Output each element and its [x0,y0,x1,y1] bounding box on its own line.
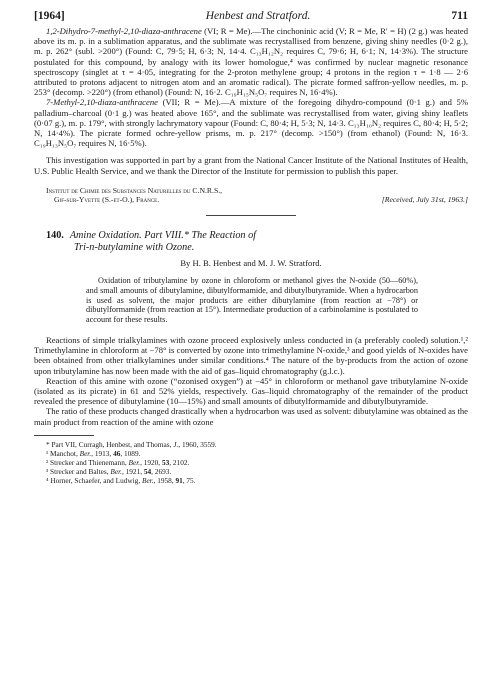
footnote: ⁴ Horner, Schaefer, and Ludwig, Ber., 1958, 91, 75. [46,475,196,485]
footnote-divider [34,435,94,436]
compound-name: 1,2-Dihydro-7-methyl-2,10-diaza-anthracene [46,26,202,36]
experimental-paragraph-2 [34,97,468,148]
footnote: * Part VII, Curragh, Henbest, and Thomas, J., 1960, 3559. [46,439,217,449]
title-line-2: Tri-n-butylamine with Ozone. [74,242,195,254]
institution-address [34,186,222,205]
abstract-block [86,276,418,325]
acknowledgement: This investigation was supported in part by a grant from the National Cancer Institute of the National Institutes of Health, U.S. Public Health Service, and we thank the Director of the Institute for permission to publish this paper. [34,155,468,176]
received-date: [Received, July 31st, 1963.] [381,195,468,205]
header-authors: Henbest and Stratford. [205,10,311,22]
experimental-paragraph-1 [34,26,468,97]
institution-line-2: Gif-sur-Yvette (S.-et-O.), France. [54,195,160,205]
title-line-1: Amine Oxidation. Part VIII.* The Reaction of [69,230,256,242]
header-year: [1964] [34,10,65,22]
header-page-number: 711 [451,10,468,22]
footnote: ³ Strecker and Baltes, Ber., 1921, 54, 2693. [46,466,172,476]
compound-name: 7-Methyl-2,10-diaza-anthracene [46,97,158,108]
footnotes [34,440,468,485]
footnote: ¹ Manchot, Ber., 1913, 46, 1089. [46,448,141,458]
article-number: 140. [46,230,64,242]
compound-description: (VI; R = Me).—The cinchoninic acid (V; R = Me, R′ = H) (2 g.) was heated above its m. p. in a sublimation apparatus, and the sublimate was recrystallised from benzene, giving shiny needles (0·2 g.), m. p. 262° (subl. >200°) (Found: C, 79·5; H, 6·3; N, 14·4. C₁₃H₁₂N₂ requires C, 79·6; H, 6·1; N, 14·3%). The structure postulated for this compound, by analogy with its lower homologue,⁴ was confirmed by nuclear magnetic resonance spectroscopy (singlet at τ = 4·05, integrating for the 2-proton methylene group; 4 protons in the region τ = 1·8 — 2·6 attributed to protons adjacent to nitrogen atom and an aromatic radical). The picrate formed saffron-yellow needles, m. p. 253° (decomp. >220°) (from ethanol) (Found: N, 16·2. C₁₉H₁₅N₅O₇ requires N, 16·4%). [34,26,468,98]
article-title [34,230,468,254]
article-byline: By H. B. Henbest and M. J. W. Stratford. [180,258,322,269]
body-paragraph-1: Reactions of simple trialkylamines with ozone proceed explosively unless conducted in (a preferably cooled) solution.¹,² Trimethylamine in chloroform at −78° is converted by ozone into trimethylamine N-oxide,³ and good yields of N-oxides have been obtained from other trialkylamines under similar conditions.⁴ The nature of the by-products from the action of ozone upon tributylamine has now been made with the aid of gas–liquid chromatography (g.l.c.). [34,335,468,376]
running-header [34,0,468,26]
abstract-text: Oxidation of tributylamine by ozone in chloroform or methanol gives the N-oxide (50—60%), and small amounts of dibutylamine, dibutylformamide, and dibutylbutyramide. When a hydrocarbon is used as solvent, the major products are either dibutylamine (from reaction at −78°) or dibutylformamide (from reaction at 15°). Intermediate production of a carbinolamine is postulated to account for these results. [86,276,418,325]
body-paragraph-3: The ratio of these products changed drastically when a hydrocarbon was used as solvent: dibutylamine was obtained as the main product from reaction of the amine with ozone [34,406,468,427]
article-body [34,335,468,427]
compound-description: (VII; R = Me).—A mixture of the foregoing dihydro-compound (0·1 g.) and 5% palladium–charcoal (0·1 g.) was heated above 165°, and the sublimate was recrystallised from water, giving shiny leaflets (0·07 g.), m. p. 179°, with strongly lachrymatory vapour (Found: C, 80·4; H, 5·3; N, 14·3. C₁₃H₁₀N₂ requires C, 80·4; H, 5·2; N, 14·4%). The picrate formed ochre-yellow prisms, m. p. 217° (decomp. >150°) (from ethanol) (Found: N, 16·3. C₁₉H₁₃N₅O₇ requires N, 16·5%). [34,97,468,149]
footnote: ² Strecker and Thienemann, Ber., 1920, 53, 2102. [46,457,190,467]
section-divider [206,215,296,216]
institution-block [34,186,468,205]
body-paragraph-2: Reaction of this amine with ozone (“ozonised oxygen”) at −45° in chloroform or methanol gave tributylamine N-oxide (isolated as its picrate) in 61 and 52% yields, respectively. Gas–liquid chromatography of the remainder of the product revealed the presence of dibutylamine (10—15%) and small amounts of dibutylformamide and dibutylbutyramide. [34,375,468,407]
institution-line-1: Institut de Chimie des Substances Naturelles du C.N.R.S., [46,185,223,195]
